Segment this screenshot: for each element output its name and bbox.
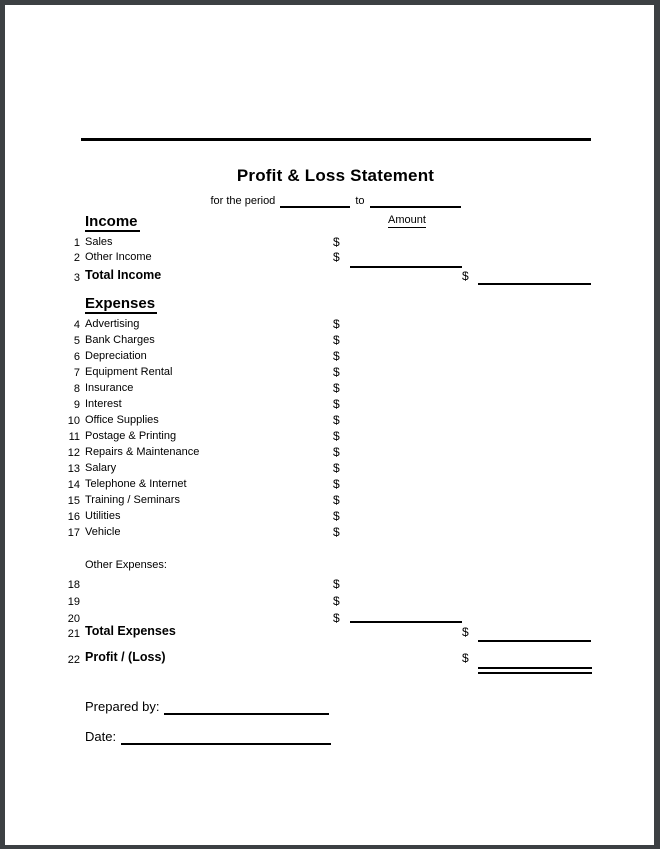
period-prefix-label: for the period [210, 195, 276, 207]
dollar-sign: $ [333, 317, 340, 331]
line-number: 9 [73, 399, 80, 411]
line-item-label: Telephone & Internet [85, 478, 187, 490]
line-item-row [5, 250, 654, 265]
line-item-label: Interest [85, 398, 122, 410]
line-number: 18 [67, 579, 80, 591]
line-item-row [5, 397, 654, 413]
line-item-label: Insurance [85, 382, 134, 394]
line-number: 8 [73, 383, 80, 395]
dollar-sign: $ [462, 269, 469, 283]
line-number: 13 [67, 463, 80, 475]
dollar-sign: $ [333, 429, 340, 443]
date-field [121, 726, 331, 745]
income-section-heading: Income [85, 213, 138, 230]
line-item-row [5, 333, 654, 349]
line-item-row [5, 623, 654, 641]
dollar-sign: $ [333, 413, 340, 427]
line-number: 10 [67, 415, 80, 427]
dollar-sign: $ [333, 611, 340, 625]
profit-loss-row [5, 649, 654, 667]
line-number: 14 [67, 479, 80, 491]
title-rule [81, 138, 591, 141]
expense-rows [5, 317, 654, 541]
income-total-line [478, 283, 591, 285]
line-item-row [5, 381, 654, 397]
line-item-label: Sales [85, 236, 113, 248]
line-number: 19 [67, 596, 80, 608]
dollar-sign: $ [333, 577, 340, 591]
dollar-sign: $ [333, 250, 340, 264]
expenses-total-line [478, 640, 591, 642]
line-number: 15 [67, 495, 80, 507]
line-item-row [5, 477, 654, 493]
period-line [80, 191, 591, 208]
line-item-row [5, 445, 654, 461]
line-number: 20 [67, 613, 80, 625]
line-item-label: Vehicle [85, 526, 121, 538]
dollar-sign: $ [333, 235, 340, 249]
dollar-sign: $ [333, 525, 340, 539]
line-number: 6 [73, 351, 80, 363]
line-item-row [5, 235, 654, 250]
dollar-sign: $ [333, 333, 340, 347]
line-item-row [5, 493, 654, 509]
prepared-by-field [164, 696, 329, 715]
dollar-sign: $ [462, 651, 469, 665]
line-item-row [5, 577, 654, 594]
line-item-label: Depreciation [85, 350, 147, 362]
total-expenses-row [5, 623, 654, 641]
line-item-label: Total Expenses [85, 624, 176, 638]
line-item-label: Total Income [85, 268, 162, 282]
dollar-sign: $ [333, 381, 340, 395]
line-item-label: Postage & Printing [85, 430, 177, 442]
dollar-sign: $ [333, 477, 340, 491]
line-item-row [5, 461, 654, 477]
line-item-label: Advertising [85, 318, 140, 330]
line-number: 5 [73, 335, 80, 347]
prepared-by-row [85, 696, 329, 715]
line-item-row [5, 525, 654, 541]
line-item-label: Profit / (Loss) [85, 650, 166, 664]
dollar-sign: $ [333, 493, 340, 507]
dollar-sign: $ [462, 625, 469, 639]
line-item-label: Utilities [85, 510, 121, 522]
dollar-sign: $ [333, 365, 340, 379]
date-row [85, 726, 331, 745]
dollar-sign: $ [333, 509, 340, 523]
date-label: Date: [85, 729, 117, 744]
line-number: 16 [67, 511, 80, 523]
line-number: 4 [73, 319, 80, 331]
income-rows [5, 235, 654, 265]
period-connector-label: to [355, 195, 365, 207]
line-number: 2 [73, 252, 80, 264]
other-expenses-label: Other Expenses: [85, 559, 167, 571]
document-title: Profit & Loss Statement [236, 166, 435, 185]
line-number: 22 [67, 654, 80, 666]
profit-double-line [478, 667, 592, 674]
period-end-field [370, 191, 461, 208]
period-start-field [280, 191, 350, 208]
line-number: 17 [67, 527, 80, 539]
line-item-row [5, 509, 654, 525]
dollar-sign: $ [333, 349, 340, 363]
line-item-label: Office Supplies [85, 414, 159, 426]
line-item-label: Training / Seminars [85, 494, 180, 506]
line-item-row [5, 413, 654, 429]
document-page [5, 5, 654, 845]
amount-column-header: Amount [388, 214, 426, 226]
line-item-row [5, 365, 654, 381]
dollar-sign: $ [333, 461, 340, 475]
line-item-row [5, 594, 654, 611]
line-number: 12 [67, 447, 80, 459]
expenses-section-heading: Expenses [85, 295, 156, 312]
dollar-sign: $ [333, 397, 340, 411]
line-item-label: Salary [85, 462, 117, 474]
dollar-sign: $ [333, 594, 340, 608]
prepared-by-label: Prepared by: [85, 699, 160, 714]
line-item-label: Repairs & Maintenance [85, 446, 200, 458]
line-number: 1 [73, 237, 80, 249]
line-number: 7 [73, 367, 80, 379]
line-number: 21 [67, 628, 80, 640]
line-item-label: Bank Charges [85, 334, 155, 346]
line-item-label: Other Income [85, 251, 152, 263]
line-number: 3 [73, 272, 80, 284]
dollar-sign: $ [333, 445, 340, 459]
line-item-row [5, 649, 654, 667]
line-item-row [5, 349, 654, 365]
line-item-row [5, 429, 654, 445]
line-number: 11 [68, 431, 80, 443]
other-expense-rows [5, 577, 654, 628]
line-item-label: Equipment Rental [85, 366, 173, 378]
line-item-row [5, 317, 654, 333]
